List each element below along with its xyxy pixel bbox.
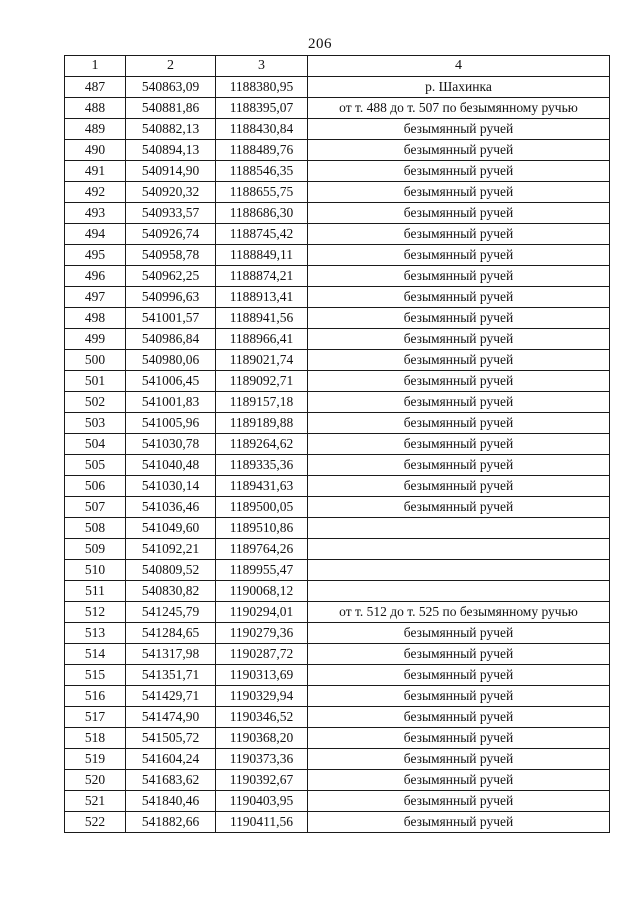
cell-x-coordinate: 541429,71 [126, 686, 216, 707]
cell-point-number: 495 [65, 245, 126, 266]
cell-description: безымянный ручей [308, 245, 610, 266]
table-row [65, 518, 610, 539]
cell-description: безымянный ручей [308, 686, 610, 707]
cell-y-coordinate: 1188966,41 [216, 329, 308, 350]
cell-description: безымянный ручей [308, 266, 610, 287]
cell-point-number: 489 [65, 119, 126, 140]
cell-point-number: 519 [65, 749, 126, 770]
cell-description: р. Шахинка [308, 77, 610, 98]
column-header-y-coordinate: 3 [216, 56, 308, 77]
table-row [65, 98, 610, 119]
cell-y-coordinate: 1188380,95 [216, 77, 308, 98]
cell-point-number: 510 [65, 560, 126, 581]
table-row [65, 287, 610, 308]
cell-description [308, 518, 610, 539]
cell-point-number: 518 [65, 728, 126, 749]
cell-y-coordinate: 1188941,56 [216, 308, 308, 329]
cell-y-coordinate: 1188686,30 [216, 203, 308, 224]
cell-point-number: 498 [65, 308, 126, 329]
table-row [65, 812, 610, 833]
cell-x-coordinate: 540914,90 [126, 161, 216, 182]
cell-point-number: 488 [65, 98, 126, 119]
cell-y-coordinate: 1188655,75 [216, 182, 308, 203]
cell-y-coordinate: 1189021,74 [216, 350, 308, 371]
cell-x-coordinate: 541005,96 [126, 413, 216, 434]
table-row [65, 308, 610, 329]
cell-point-number: 487 [65, 77, 126, 98]
column-header-x-coordinate: 2 [126, 56, 216, 77]
cell-x-coordinate: 540933,57 [126, 203, 216, 224]
header-row [65, 56, 610, 77]
cell-point-number: 507 [65, 497, 126, 518]
cell-point-number: 493 [65, 203, 126, 224]
cell-description: от т. 488 до т. 507 по безымянному ручью [308, 98, 610, 119]
cell-description: безымянный ручей [308, 392, 610, 413]
cell-point-number: 511 [65, 581, 126, 602]
coordinates-table [64, 55, 610, 833]
table-row [65, 749, 610, 770]
cell-description: безымянный ручей [308, 455, 610, 476]
cell-description: безымянный ручей [308, 812, 610, 833]
cell-x-coordinate: 540958,78 [126, 245, 216, 266]
cell-point-number: 500 [65, 350, 126, 371]
cell-x-coordinate: 541006,45 [126, 371, 216, 392]
cell-point-number: 517 [65, 707, 126, 728]
cell-point-number: 490 [65, 140, 126, 161]
table-header [65, 56, 610, 77]
cell-point-number: 515 [65, 665, 126, 686]
cell-point-number: 508 [65, 518, 126, 539]
table-row [65, 602, 610, 623]
cell-x-coordinate: 541245,79 [126, 602, 216, 623]
cell-x-coordinate: 540809,52 [126, 560, 216, 581]
cell-x-coordinate: 541505,72 [126, 728, 216, 749]
cell-y-coordinate: 1188874,21 [216, 266, 308, 287]
cell-point-number: 505 [65, 455, 126, 476]
table-row [65, 119, 610, 140]
cell-point-number: 516 [65, 686, 126, 707]
page-number: 206 [308, 36, 332, 52]
table-row [65, 329, 610, 350]
cell-y-coordinate: 1190403,95 [216, 791, 308, 812]
table-row [65, 182, 610, 203]
column-header-description: 4 [308, 56, 610, 77]
cell-x-coordinate: 541882,66 [126, 812, 216, 833]
cell-y-coordinate: 1189335,36 [216, 455, 308, 476]
cell-description: безымянный ручей [308, 665, 610, 686]
cell-x-coordinate: 540882,13 [126, 119, 216, 140]
cell-description: безымянный ручей [308, 476, 610, 497]
cell-x-coordinate: 541030,14 [126, 476, 216, 497]
cell-description: безымянный ручей [308, 644, 610, 665]
cell-description: безымянный ручей [308, 497, 610, 518]
table-row [65, 161, 610, 182]
table-row [65, 392, 610, 413]
table-row [65, 413, 610, 434]
cell-point-number: 497 [65, 287, 126, 308]
table-row [65, 77, 610, 98]
cell-description: от т. 512 до т. 525 по безымянному ручью [308, 602, 610, 623]
cell-point-number: 522 [65, 812, 126, 833]
cell-x-coordinate: 540926,74 [126, 224, 216, 245]
cell-description: безымянный ручей [308, 623, 610, 644]
cell-description: безымянный ручей [308, 371, 610, 392]
cell-x-coordinate: 540920,32 [126, 182, 216, 203]
cell-y-coordinate: 1189764,26 [216, 539, 308, 560]
cell-description [308, 560, 610, 581]
cell-y-coordinate: 1190287,72 [216, 644, 308, 665]
cell-description: безымянный ручей [308, 203, 610, 224]
table-row [65, 434, 610, 455]
table-row [65, 728, 610, 749]
cell-description: безымянный ручей [308, 749, 610, 770]
cell-description: безымянный ручей [308, 728, 610, 749]
table-row [65, 707, 610, 728]
cell-y-coordinate: 1190068,12 [216, 581, 308, 602]
cell-point-number: 501 [65, 371, 126, 392]
cell-y-coordinate: 1188849,11 [216, 245, 308, 266]
cell-y-coordinate: 1189189,88 [216, 413, 308, 434]
cell-y-coordinate: 1188489,76 [216, 140, 308, 161]
cell-x-coordinate: 541351,71 [126, 665, 216, 686]
cell-y-coordinate: 1189092,71 [216, 371, 308, 392]
cell-y-coordinate: 1189431,63 [216, 476, 308, 497]
cell-point-number: 520 [65, 770, 126, 791]
table-row [65, 770, 610, 791]
cell-x-coordinate: 541001,57 [126, 308, 216, 329]
cell-y-coordinate: 1190329,94 [216, 686, 308, 707]
table-row [65, 581, 610, 602]
cell-x-coordinate: 541284,65 [126, 623, 216, 644]
cell-x-coordinate: 540881,86 [126, 98, 216, 119]
cell-description: безымянный ручей [308, 791, 610, 812]
cell-x-coordinate: 541001,83 [126, 392, 216, 413]
cell-point-number: 504 [65, 434, 126, 455]
cell-x-coordinate: 541030,78 [126, 434, 216, 455]
cell-point-number: 506 [65, 476, 126, 497]
cell-y-coordinate: 1190392,67 [216, 770, 308, 791]
table-row [65, 203, 610, 224]
table-row [65, 686, 610, 707]
cell-description: безымянный ручей [308, 770, 610, 791]
cell-description: безымянный ручей [308, 434, 610, 455]
table-row [65, 644, 610, 665]
cell-y-coordinate: 1188546,35 [216, 161, 308, 182]
cell-y-coordinate: 1190294,01 [216, 602, 308, 623]
cell-y-coordinate: 1189500,05 [216, 497, 308, 518]
table-row [65, 455, 610, 476]
cell-x-coordinate: 540980,06 [126, 350, 216, 371]
cell-point-number: 513 [65, 623, 126, 644]
cell-x-coordinate: 541040,48 [126, 455, 216, 476]
cell-point-number: 494 [65, 224, 126, 245]
cell-y-coordinate: 1189264,62 [216, 434, 308, 455]
cell-point-number: 509 [65, 539, 126, 560]
cell-y-coordinate: 1189510,86 [216, 518, 308, 539]
cell-x-coordinate: 541092,21 [126, 539, 216, 560]
table-row [65, 497, 610, 518]
table-row [65, 623, 610, 644]
cell-y-coordinate: 1190411,56 [216, 812, 308, 833]
cell-y-coordinate: 1189955,47 [216, 560, 308, 581]
table-row [65, 266, 610, 287]
cell-y-coordinate: 1188913,41 [216, 287, 308, 308]
cell-x-coordinate: 541604,24 [126, 749, 216, 770]
cell-point-number: 491 [65, 161, 126, 182]
cell-description: безымянный ручей [308, 329, 610, 350]
cell-description: безымянный ручей [308, 119, 610, 140]
cell-y-coordinate: 1190279,36 [216, 623, 308, 644]
cell-x-coordinate: 541049,60 [126, 518, 216, 539]
cell-x-coordinate: 541036,46 [126, 497, 216, 518]
cell-description: безымянный ручей [308, 413, 610, 434]
cell-description: безымянный ручей [308, 287, 610, 308]
cell-x-coordinate: 540986,84 [126, 329, 216, 350]
cell-description: безымянный ручей [308, 182, 610, 203]
cell-y-coordinate: 1188745,42 [216, 224, 308, 245]
cell-y-coordinate: 1189157,18 [216, 392, 308, 413]
cell-point-number: 514 [65, 644, 126, 665]
column-header-point-number: 1 [65, 56, 126, 77]
cell-x-coordinate: 540962,25 [126, 266, 216, 287]
cell-y-coordinate: 1188430,84 [216, 119, 308, 140]
cell-x-coordinate: 540863,09 [126, 77, 216, 98]
table-row [65, 476, 610, 497]
cell-x-coordinate: 541317,98 [126, 644, 216, 665]
cell-point-number: 502 [65, 392, 126, 413]
cell-x-coordinate: 540894,13 [126, 140, 216, 161]
table-row [65, 665, 610, 686]
cell-description: безымянный ручей [308, 224, 610, 245]
cell-x-coordinate: 541474,90 [126, 707, 216, 728]
cell-x-coordinate: 541683,62 [126, 770, 216, 791]
table-row [65, 560, 610, 581]
table-row [65, 140, 610, 161]
table-row [65, 539, 610, 560]
cell-y-coordinate: 1190346,52 [216, 707, 308, 728]
cell-y-coordinate: 1188395,07 [216, 98, 308, 119]
cell-point-number: 496 [65, 266, 126, 287]
cell-point-number: 499 [65, 329, 126, 350]
cell-description: безымянный ручей [308, 308, 610, 329]
cell-point-number: 521 [65, 791, 126, 812]
table-row [65, 371, 610, 392]
cell-y-coordinate: 1190368,20 [216, 728, 308, 749]
cell-x-coordinate: 540830,82 [126, 581, 216, 602]
table-row [65, 224, 610, 245]
cell-description: безымянный ручей [308, 707, 610, 728]
table-body [65, 77, 610, 833]
cell-point-number: 503 [65, 413, 126, 434]
cell-y-coordinate: 1190313,69 [216, 665, 308, 686]
cell-description [308, 581, 610, 602]
table-row [65, 350, 610, 371]
cell-point-number: 512 [65, 602, 126, 623]
cell-x-coordinate: 540996,63 [126, 287, 216, 308]
cell-y-coordinate: 1190373,36 [216, 749, 308, 770]
cell-description: безымянный ручей [308, 161, 610, 182]
table-row [65, 791, 610, 812]
cell-x-coordinate: 541840,46 [126, 791, 216, 812]
cell-description: безымянный ручей [308, 350, 610, 371]
cell-point-number: 492 [65, 182, 126, 203]
cell-description: безымянный ручей [308, 140, 610, 161]
table-row [65, 245, 610, 266]
cell-description [308, 539, 610, 560]
